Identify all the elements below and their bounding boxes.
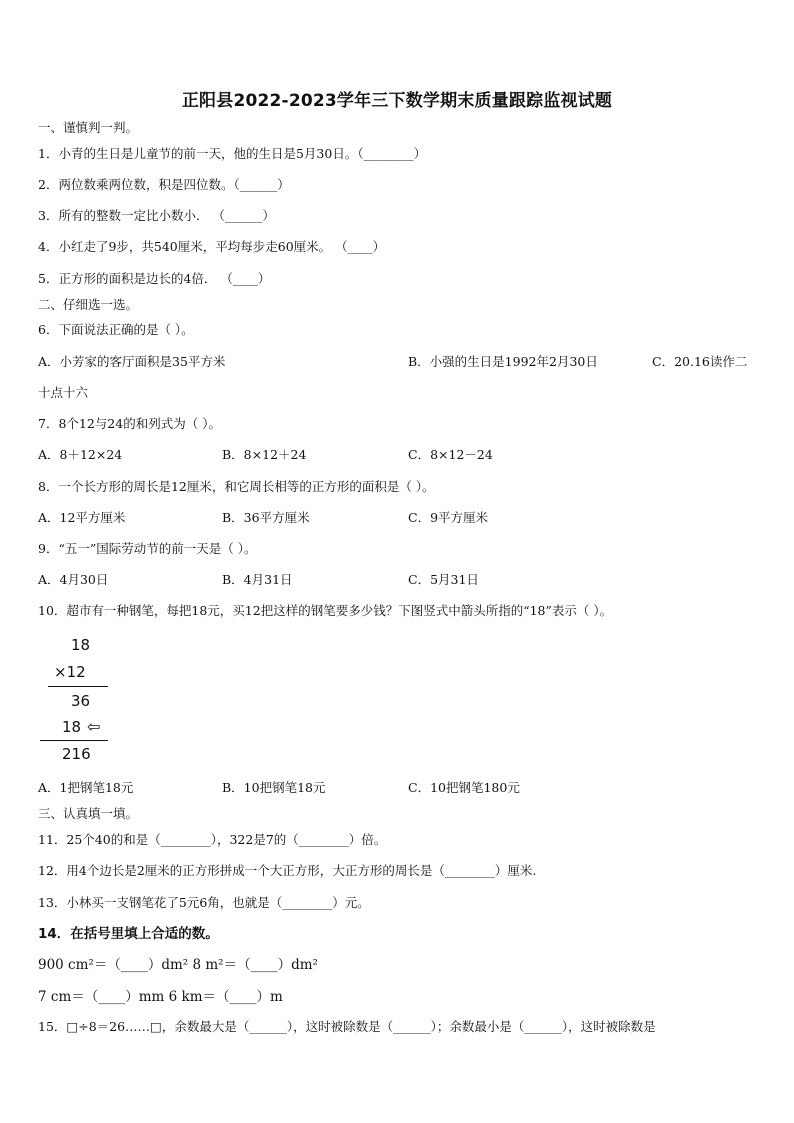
question-10-option-a: A．1把钢笔18元 xyxy=(38,780,134,795)
page-title: 正阳县2022-2023学年三下数学期末质量跟踪监视试题 xyxy=(181,91,613,111)
vertical-partial-product-2: 18 xyxy=(62,718,82,736)
section-heading-3: 三、认真填一填。 xyxy=(38,806,139,821)
question-5: 5．正方形的面积是边长的4倍． （____） xyxy=(38,271,271,286)
question-14-line-1: 900 cm²＝（____）dm² 8 m²＝（____）dm² xyxy=(38,957,318,973)
question-6: 6．下面说法正确的是（ ）。 xyxy=(38,322,194,337)
question-14-line-2: 7 cm＝（____）mm 6 km＝（____）m xyxy=(38,989,283,1005)
vertical-rule-2 xyxy=(40,740,108,741)
question-7-option-c: C．8×12－24 xyxy=(408,447,493,462)
vertical-multiplicand: 18 xyxy=(71,636,91,654)
question-7: 7．8个12与24的和列式为（ ）。 xyxy=(38,416,221,431)
question-2: 2．两位数乘两位数，积是四位数。（______） xyxy=(38,177,290,192)
left-arrow-icon: ⇦ xyxy=(87,717,101,736)
vertical-product: 216 xyxy=(62,745,91,763)
question-10: 10．超市有一种钢笔，每把18元，买12把这样的钢笔要多少钱？下图竖式中箭头所指的“18”表示（ ）。 xyxy=(38,603,613,618)
question-6-option-a: A．小芳家的客厅面积是35平方米 xyxy=(38,354,226,369)
question-3: 3．所有的整数一定比小数小． （______） xyxy=(38,208,275,223)
section-heading-1: 一、谨慎判一判。 xyxy=(38,120,139,135)
question-6-option-c-continued: 十点十六 xyxy=(38,385,89,400)
question-8-option-b: B．36平方厘米 xyxy=(222,510,310,525)
question-7-option-a: A．8＋12×24 xyxy=(38,447,123,462)
vertical-rule-1 xyxy=(48,686,108,687)
question-9: 9．“五一”国际劳动节的前一天是（ ）。 xyxy=(38,541,257,556)
question-12: 12．用4个边长是2厘米的正方形拼成一个大正方形，大正方形的周长是（________）厘米. xyxy=(38,863,537,878)
vertical-partial-product-1: 36 xyxy=(71,692,91,710)
question-13: 13．小林买一支钢笔花了5元6角，也就是（________）元。 xyxy=(38,895,370,910)
question-6-option-c: C．20.16读作二 xyxy=(652,354,748,369)
question-15: 15．□÷8＝26……□，余数最大是（______），这时被除数是（______）；余数最小是（______），这时被除数是 xyxy=(38,1019,656,1034)
question-11: 11．25个40的和是（________），322是7的（________）倍。 xyxy=(38,832,387,847)
question-1: 1．小青的生日是儿童节的前一天，他的生日是5月30日。（________） xyxy=(38,146,427,161)
question-9-option-b: B．4月31日 xyxy=(222,572,293,587)
question-8-option-a: A．12平方厘米 xyxy=(38,510,126,525)
question-10-option-c: C．10把钢笔180元 xyxy=(408,780,520,795)
question-10-option-b: B．10把钢笔18元 xyxy=(222,780,326,795)
question-6-option-b: B．小强的生日是1992年2月30日 xyxy=(408,354,598,369)
question-4: 4．小红走了9步，共540厘米，平均每步走60厘米。 （____） xyxy=(38,239,386,254)
question-8: 8．一个长方形的周长是12厘米，和它周长相等的正方形的面积是（ ）。 xyxy=(38,479,435,494)
question-8-option-c: C．9平方厘米 xyxy=(408,510,489,525)
vertical-multiplication-figure xyxy=(38,636,128,766)
question-9-option-c: C．5月31日 xyxy=(408,572,479,587)
question-9-option-a: A．4月30日 xyxy=(38,572,109,587)
question-14: 14．在括号里填上合适的数。 xyxy=(38,926,219,942)
section-heading-2: 二、仔细选一选。 xyxy=(38,297,139,312)
question-7-option-b: B．8×12＋24 xyxy=(222,447,307,462)
vertical-multiplier: ×12 xyxy=(54,663,86,681)
